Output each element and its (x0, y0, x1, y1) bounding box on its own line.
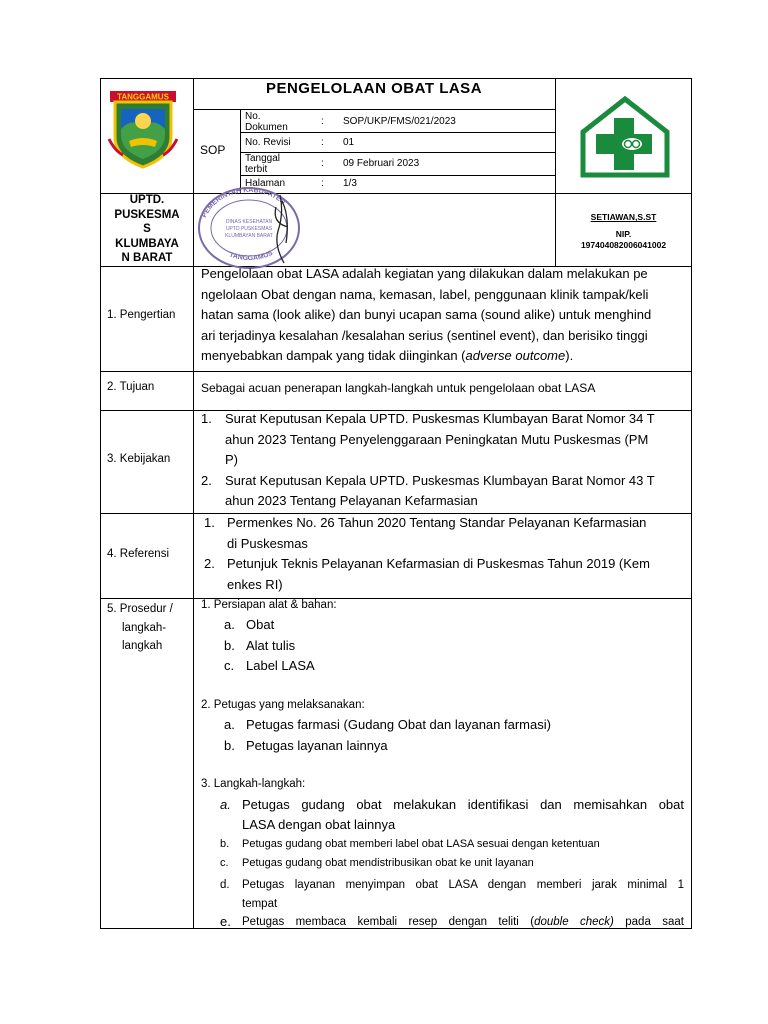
field-value-halaman: 1/3 (343, 178, 357, 189)
signer-nip-label: NIP. (615, 229, 632, 239)
field-sep: : (321, 137, 324, 148)
label-kebijakan: 3. Kebijakan (107, 453, 171, 465)
text-line: Pengelolaan obat LASA adalah kegiatan yang dilakukan dalam melakukan pe (201, 266, 648, 281)
persiapan-list (224, 615, 315, 677)
text-line: ari terjadinya kesalahan /kesalahan serius (sentinel event), dan berisiko tinggi (201, 327, 648, 343)
field-label-halaman: Halaman (245, 178, 286, 189)
field-sep: : (321, 116, 324, 127)
langkah-item-b: b. Petugas gudang obat memberi label obat LASA sesuai dengan ketentuan (220, 838, 600, 850)
list-item: b. Petugas layanan lainnya (224, 737, 388, 753)
text-line: ngelolaan Obat dengan nama, kemasan, label, penggunaan klinik tampak/keli (201, 286, 649, 302)
field-label-tanggal-terbit: Tanggal terbit (245, 153, 281, 175)
pengertian-text (201, 264, 651, 367)
stamp-ring-bottom: TANGGAMUS (228, 249, 275, 263)
stamp-line: DINAS KESEHATAN (225, 219, 273, 225)
org-line: S (143, 223, 151, 235)
label-referensi: 4. Referensi (107, 548, 170, 560)
list-item: c. Label LASA (224, 658, 315, 673)
list-item: 2. Petunjuk Teknis Pelayanan Kefarmasian di Puskesmas Tahun 2019 (Kem enkes RI) (204, 556, 650, 592)
field-label-no-dokumen: No. Dokumen (245, 111, 288, 133)
svg-text:TANGGAMUS (228, 250, 274, 263)
field-sep: : (321, 178, 324, 189)
field-value-no-revisi: 01 (343, 137, 355, 148)
org-line: UPTD. (129, 194, 165, 206)
org-line: PUSKESMA (114, 208, 180, 221)
petugas-heading: 2. Petugas yang melaksanakan: (201, 699, 365, 711)
org-line: N BARAT (121, 252, 173, 264)
field-value-tanggal-terbit: 09 Februari 2023 (343, 158, 420, 169)
langkah-item-e: e. Petugas membaca kembali resep dengan teliti (double check) pada saat (220, 914, 684, 929)
persiapan-heading: 1. Persiapan alat & bahan: (201, 599, 337, 611)
text-line: menyebabkan dampak yang tidak diinginkan (adverse outcome). (201, 348, 574, 363)
referensi-list (204, 513, 691, 595)
svg-text:PEMERINTAH KABUPATEN (201, 187, 286, 219)
label-tujuan: 2. Tujuan (107, 381, 155, 393)
sop-label: SOP (200, 143, 226, 157)
text-line: hatan sama (look alike) dan bunyi ucapan sama (sound alike) untuk menghind (201, 307, 652, 322)
list-item: 1. Surat Keputusan Kepala UPTD. Puskesmas Klumbayan Barat Nomor 34 T ahun 2023 Tentang Penyelenggaraan Peningkatan Mutu Puskesmas (PM P) (201, 411, 655, 467)
org-line: KLUMBAYA (115, 237, 179, 250)
list-item: 2. Surat Keputusan Kepala UPTD. Puskesmas Klumbayan Barat Nomor 43 T ahun 2023 Tentang Pelayanan Kefarmasian (201, 472, 655, 508)
logo-puskesmas (580, 96, 670, 178)
field-sep: : (321, 158, 324, 169)
stamp-ring-top: PEMERINTAH KABUPATEN (201, 186, 287, 219)
signer-name: SETIAWAN,S.ST (590, 212, 657, 222)
field-value-no-dokumen: SOP/UKP/FMS/021/2023 (343, 116, 456, 127)
kebijakan-list (201, 409, 691, 512)
tujuan-text: Sebagai acuan penerapan langkah-langkah untuk pengelolaan obat LASA (201, 381, 596, 395)
list-item: a. Petugas farmasi (Gudang Obat dan layanan farmasi) (224, 717, 551, 732)
list-item: b. Alat tulis (224, 637, 296, 653)
field-label-no-revisi: No. Revisi (245, 137, 291, 148)
list-item: a. Obat (224, 617, 275, 632)
langkah-item-d: d. Petugas layanan menyimpan obat LASA dengan memberi jarak minimal 1 tempat (220, 879, 684, 910)
org-name (101, 193, 193, 266)
logo-left-text: TANGGAMUS (117, 92, 169, 102)
doc-title: PENGELOLAAN OBAT LASA (265, 80, 483, 97)
list-item: 1. Permenkes No. 26 Tahun 2020 Tentang Standar Pelayanan Kefarmasian di Puskesmas (204, 515, 647, 551)
stamp-line: UPTD PUSKESMAS (225, 226, 273, 232)
langkah-heading: 3. Langkah-langkah: (201, 778, 306, 790)
logo-tanggamus (107, 89, 179, 169)
signer-nip: 197404082006041002 (580, 240, 667, 250)
petugas-list (224, 715, 551, 756)
langkah-item-c: c. Petugas gudang obat mendistribusikan obat ke unit layanan (220, 857, 534, 869)
label-prosedur: 5. Prosedur / langkah- langkah (107, 603, 173, 652)
label-pengertian: 1. Pengertian (107, 309, 176, 321)
official-stamp (192, 183, 312, 269)
langkah-item-a: a. Petugas gudang obat melakukan identifikasi dan memisahkan obat LASA dengan obat lainnya (220, 797, 684, 832)
stamp-line: KLUMBAYAN BARAT (225, 233, 273, 239)
